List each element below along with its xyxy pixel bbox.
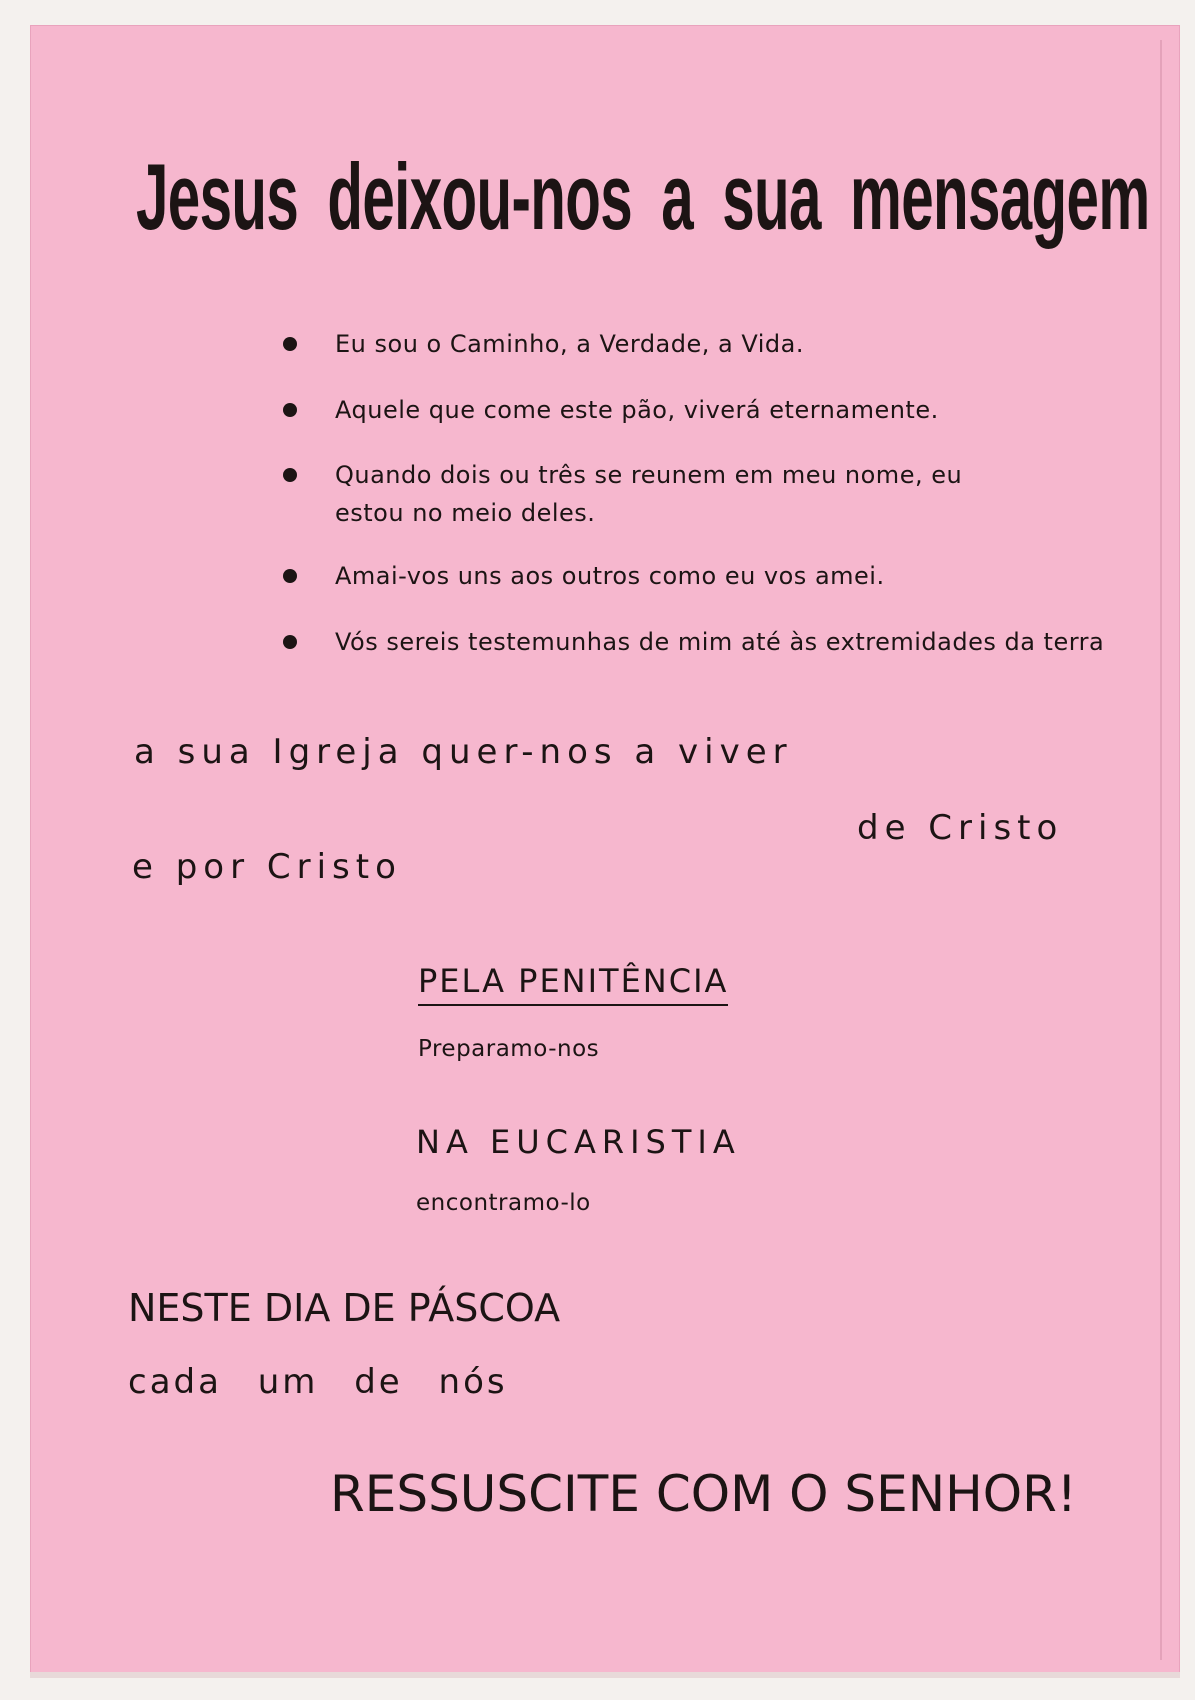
de-cristo-line: de Cristo bbox=[857, 808, 1064, 848]
list-item-text: Quando dois ou três se reunem em meu nome, eu bbox=[335, 461, 963, 489]
bullet-icon bbox=[283, 569, 297, 583]
bullet-icon bbox=[283, 635, 297, 649]
encontramo-text: encontramo-lo bbox=[416, 1190, 591, 1216]
igreja-line: a sua Igreja quer-nos a viver bbox=[134, 732, 793, 772]
list-item-text: Amai-vos uns aos outros como eu vos amei. bbox=[335, 562, 885, 590]
list-item-text: Aquele que come este pão, viverá eternamente. bbox=[335, 396, 939, 424]
penitencia-heading: PELA PENITÊNCIA bbox=[418, 962, 728, 1006]
list-item bbox=[275, 391, 1155, 429]
list-item bbox=[275, 456, 1155, 532]
message-list bbox=[275, 325, 1155, 661]
pascoa-heading: NESTE DIA DE PÁSCOA bbox=[128, 1286, 561, 1330]
bullet-icon bbox=[283, 403, 297, 417]
bullet-icon bbox=[283, 468, 297, 482]
fold-line bbox=[1160, 40, 1162, 1660]
list-item-text: Eu sou o Caminho, a Verdade, a Vida. bbox=[335, 330, 804, 358]
list-item-text-continued: estou no meio deles. bbox=[335, 499, 596, 527]
page-title: Jesus deixou-nos a sua mensagem bbox=[136, 144, 1150, 249]
list-item bbox=[275, 623, 1155, 661]
cada-um-line: cada um de nós bbox=[128, 1362, 508, 1402]
bullet-icon bbox=[283, 337, 297, 351]
ressuscite-heading: RESSUSCITE COM O SENHOR! bbox=[330, 1465, 1077, 1523]
preparamo-text: Preparamo-nos bbox=[418, 1036, 600, 1062]
list-item bbox=[275, 557, 1155, 595]
list-item bbox=[275, 325, 1155, 363]
sheet-edge-shadow bbox=[30, 1672, 1180, 1678]
por-cristo-line: e por Cristo bbox=[132, 847, 402, 887]
list-item-text: Vós sereis testemunhas de mim até às extremidades da terra bbox=[335, 628, 1105, 656]
eucaristia-heading: NA EUCARISTIA bbox=[416, 1123, 741, 1161]
